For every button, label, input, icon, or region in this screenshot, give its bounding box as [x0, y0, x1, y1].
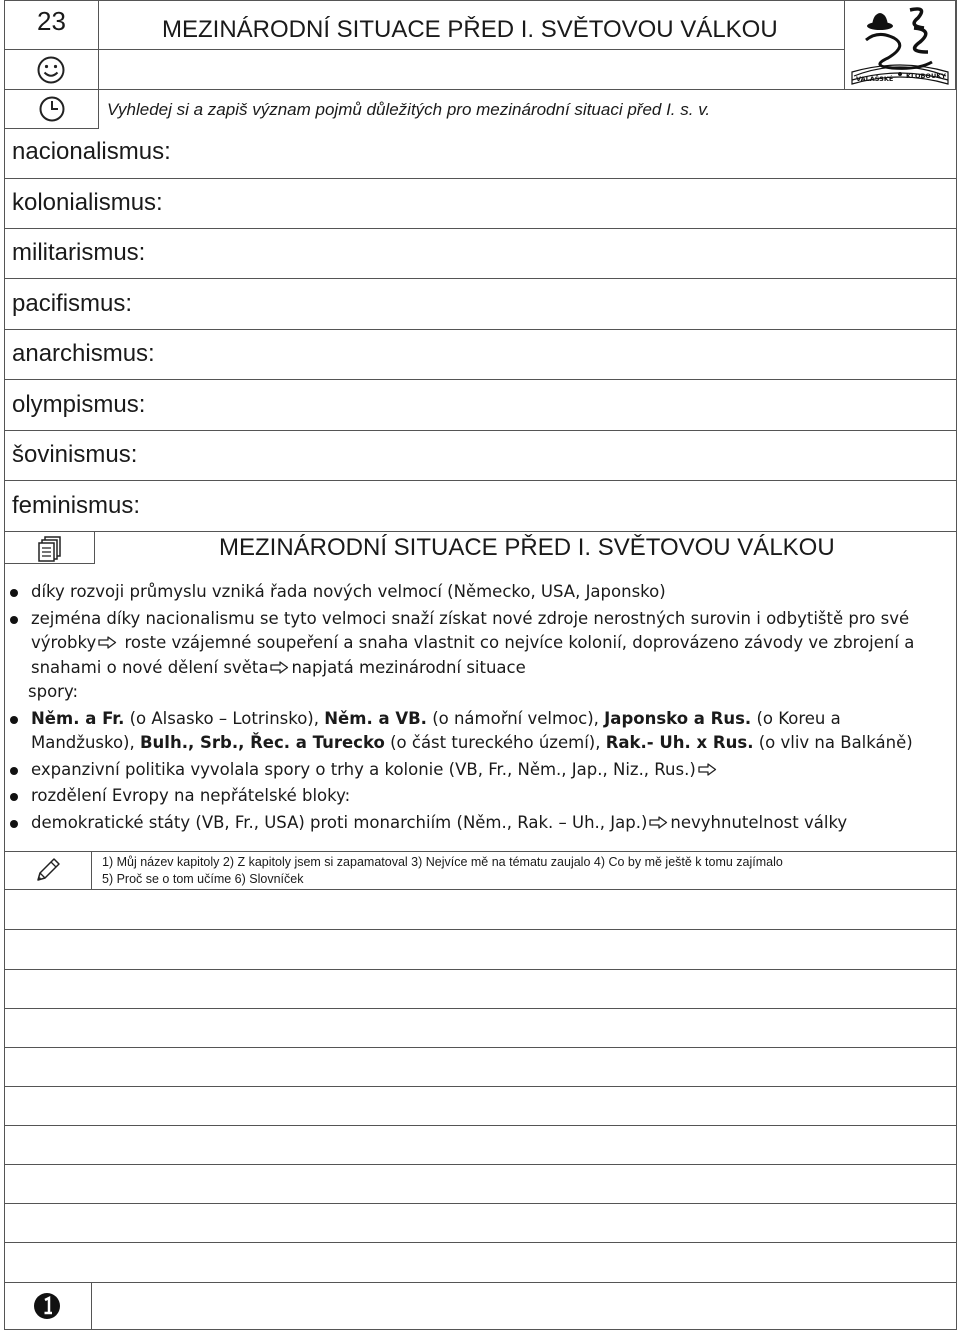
page-title: MEZINÁRODNÍ SITUACE PŘED I. SVĚTOVOU VÁLKOU — [162, 16, 778, 43]
term-kolonialismus: kolonialismus: — [12, 189, 163, 216]
dispute-parties: Japonsko a Rus. — [604, 708, 752, 728]
term-anarchismus: anarchismus: — [12, 340, 155, 367]
circled-one-icon — [33, 1292, 61, 1325]
notes-prompts — [102, 854, 783, 888]
term-nacionalismus: nacionalismus: — [12, 138, 171, 165]
clock-icon — [38, 95, 66, 128]
arrow-right-icon — [698, 763, 717, 776]
svg-text:VALAŠSKÉ: VALAŠSKÉ — [856, 75, 894, 83]
dispute-subject: (o Koreu a Mandžusko), — [31, 708, 841, 752]
term-feminismus: feminismus: — [12, 492, 141, 519]
page-number: 23 — [37, 6, 66, 36]
school-logo — [848, 6, 952, 86]
dispute-subject: (o námořní velmoc), — [426, 708, 605, 728]
dispute-subject: (o Alsasko – Lotrinsko), — [124, 708, 325, 728]
list-item: demokratické státy (VB, Fr., USA) proti monarchiím (Něm., Rak. – Uh., Jap.) nevyhnutelnost války — [6, 811, 948, 836]
list-item: rozdělení Evropy na nepřátelské bloky: — [6, 784, 948, 809]
dispute-parties: Něm. a VB. — [324, 708, 427, 728]
dispute-subject: (o část tureckého území), — [384, 733, 606, 752]
spory-label: spory: — [28, 682, 79, 701]
dispute-parties: Rak.- Uh. x Rus. — [605, 733, 754, 752]
section-title: MEZINÁRODNÍ SITUACE PŘED I. SVĚTOVOU VÁLKOU — [219, 534, 835, 561]
arrow-right-icon — [270, 661, 289, 674]
smiley-icon — [36, 55, 66, 90]
term-pacifismus: pacifismus: — [12, 290, 133, 317]
list-item: expanzivní politika vyvolala spory o trhy a kolonie (VB, Fr., Něm., Jap., Niz., Rus.) — [6, 758, 948, 783]
list-item — [6, 707, 948, 756]
list-item: zejména díky nacionalismu se tyto velmoci snaží získat nové zdroje nerostných surovin i odbytiště pro své výrobky roste vzájemné soupeření a snaha vlastnit co nejvíce kolonií, doprovázeno závody ve zbrojení a snahami o nové dělení světa napjatá mezinárodní situace — [6, 607, 948, 681]
dispute-parties: Něm. a Fr. — [31, 708, 125, 728]
instruction-text: Vyhledej si a zapiš význam pojmů důležitých pro mezinárodní situaci před I. s. v. — [107, 100, 711, 119]
notes-line-1: 1) Můj název kapitoly 2) Z kapitoly jsem si zapamatoval 3) Nejvíce mě na tématu zaujalo 4) Co by mě ještě k tomu zajímalo — [102, 855, 783, 869]
svg-text:KLOBOUKY: KLOBOUKY — [906, 72, 946, 80]
list-item: díky rozvoji průmyslu vzniká řada nových velmocí (Německo, USA, Japonsko) — [6, 580, 948, 605]
term-sovinismus: šovinismus: — [12, 441, 138, 468]
arrow-right-icon — [98, 636, 117, 649]
term-olympismus: olympismus: — [12, 391, 146, 418]
content-list — [6, 580, 948, 835]
pencil-icon — [34, 856, 62, 889]
dispute-parties: Bulh., Srb., Řec. a Turecko — [139, 733, 385, 752]
notebook-icon — [38, 536, 62, 567]
notes-line-2: 5) Proč se o tom učíme 6) Slovníček — [102, 872, 304, 886]
arrow-right-icon — [649, 816, 668, 829]
term-militarismus: militarismus: — [12, 239, 146, 266]
dispute-subject: (o vliv na Balkáně) — [753, 733, 913, 752]
